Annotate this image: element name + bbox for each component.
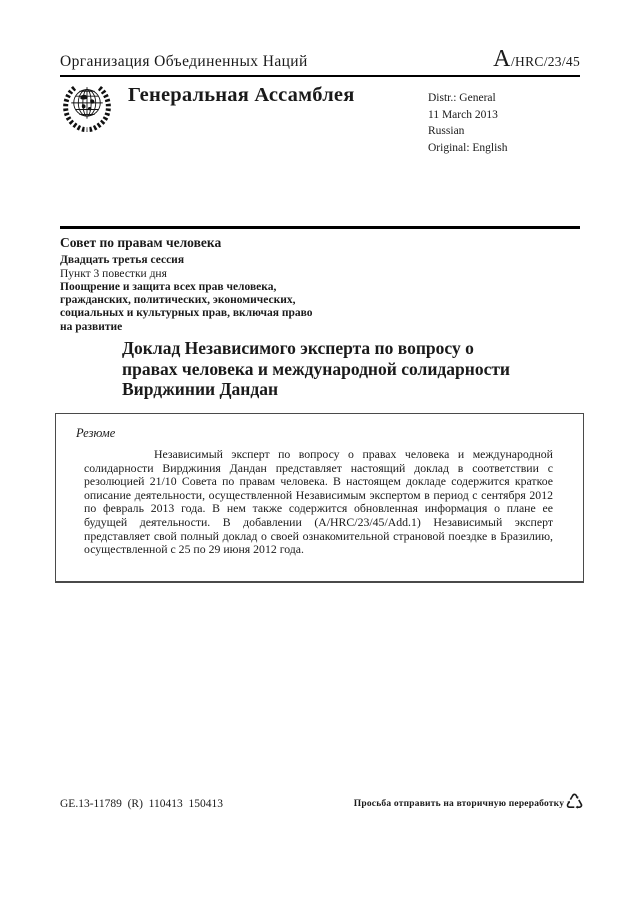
recycle-notice (353, 789, 584, 814)
report-title: Доклад Независимого эксперта по вопросу о правах человека и международной солидарности Вирджинии Дандан (122, 338, 511, 399)
page-footer (60, 789, 584, 816)
doc-symbol-series: A (493, 46, 511, 72)
distr-line-original: Original: English (428, 141, 508, 154)
recycle-icon: ♺ (565, 789, 584, 814)
distr-line-date: 11 March 2013 (428, 108, 498, 121)
summary-heading: Резюме (76, 426, 116, 440)
agenda-title: Поощрение и защита всех прав человека, гражданских, политических, экономических, социальных и культурных прав, включая право на развитие (60, 281, 313, 333)
session-block (60, 235, 370, 334)
distr-line-language: Russian (428, 125, 465, 137)
distr-line-general: Distr.: General (428, 92, 496, 104)
distr-block (428, 90, 508, 156)
summary-body: Независимый эксперт по вопросу о правах человека и международной солидарности Вирджиния Дандан представляет настоящий доклад в соответствии с резолюцией 21/10 Совета по правам человека. В настоящем докладе содержится краткое описание деятельности, осуществленной Независимым экспертом в период с сентября 2012 по февраль 2013 года. В нем также содержится обновленная информация о плане ее будущей деятельности. В добавлении (A/HRC/23/45/Add.1) Независимый эксперт представляет свой полный доклад о своей ознакомительной страновой поездке в Бразилию, осуществленной с 25 по 29 июня 2012 года. (84, 447, 553, 557)
org-name: Организация Объединенных Наций (60, 53, 308, 70)
header-rule-thin (60, 75, 580, 77)
un-emblem-icon (58, 79, 116, 140)
doc-symbol (493, 46, 580, 73)
council-heading: Совет по правам человека (60, 235, 222, 250)
recycle-note-text: Просьба отправить на вторичную переработку (353, 799, 565, 809)
summary-box (55, 413, 584, 583)
header-rule-thick (60, 226, 580, 229)
doc-symbol-number: /HRC/23/45 (510, 54, 580, 69)
footer-doc-number: GE.13-11789 (R) 110413 150413 (60, 798, 224, 810)
agenda-item-line: Пункт 3 повестки дня (60, 267, 167, 280)
session-line: Двадцать третья сессия (60, 254, 185, 266)
assembly-title: Генеральная Ассамблея (128, 84, 355, 106)
